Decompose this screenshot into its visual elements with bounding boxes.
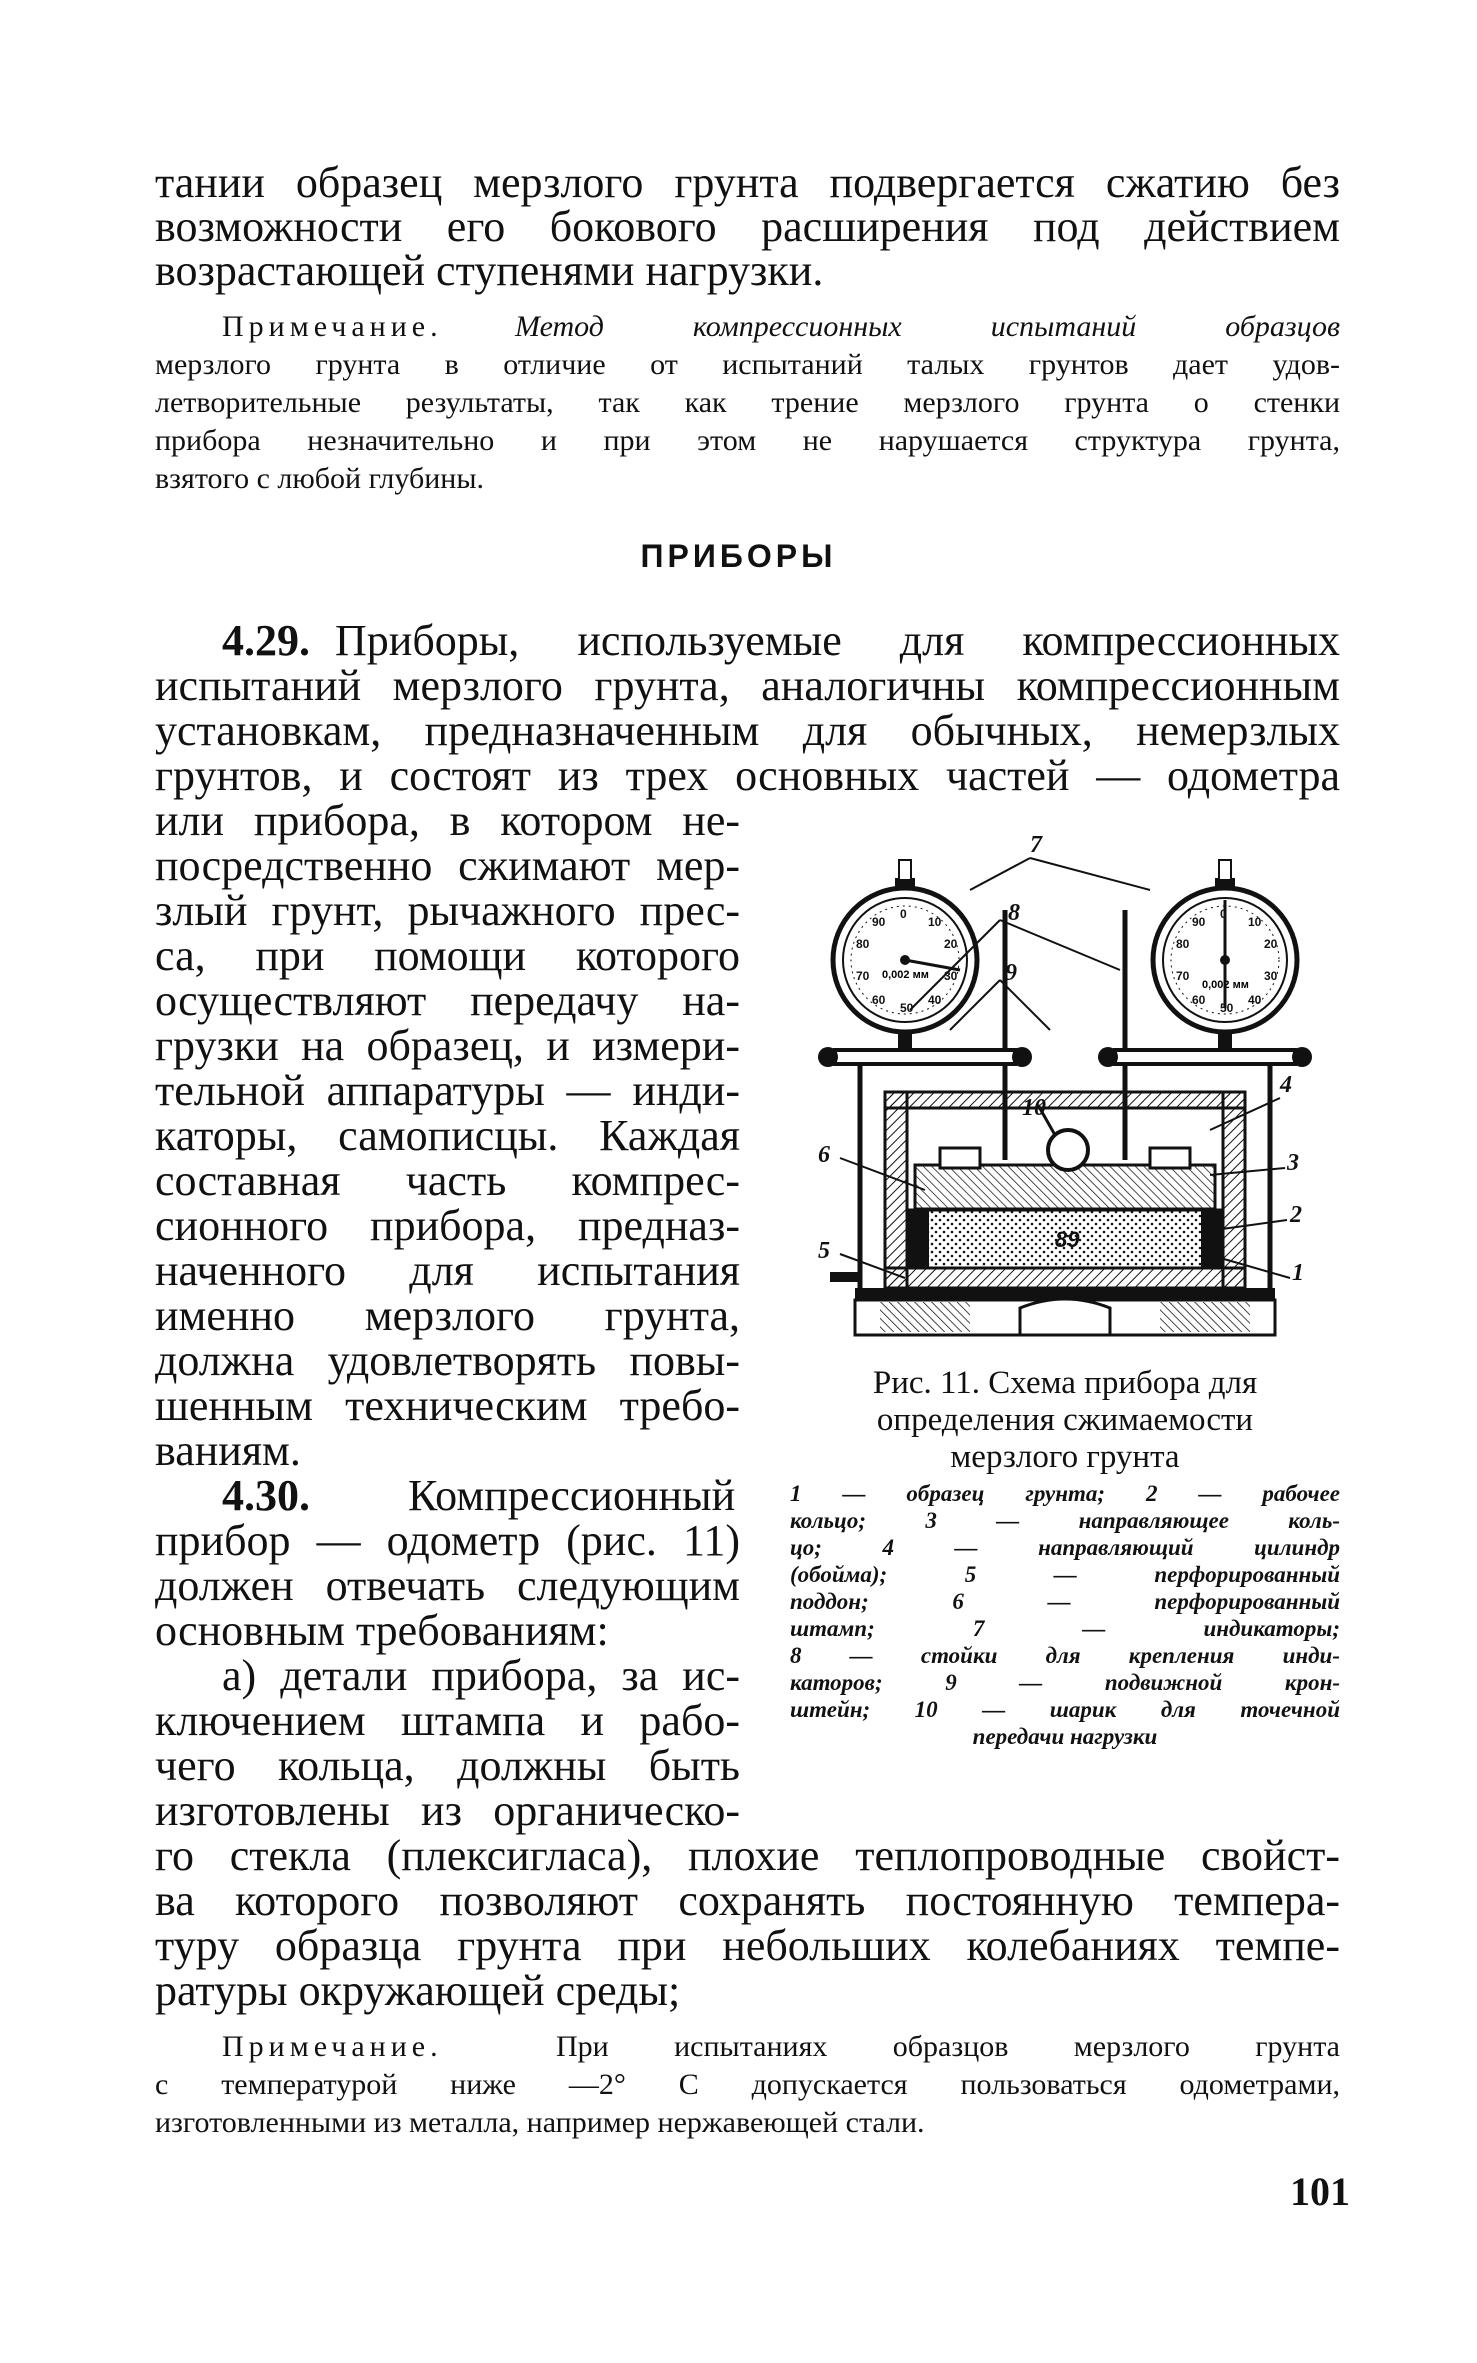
body-line: возможности его бокового расширения под действием — [155, 202, 1340, 251]
legend-line: штейн; 10 — шарик для точечной — [790, 1697, 1340, 1722]
body-line: чего кольца, должны быть — [155, 1741, 740, 1790]
note-line: прибора незначительно и при этом не нарушается структура грунта, — [155, 424, 1340, 457]
note-line: изготовленными из металла, например нержавеющей стали. — [155, 2106, 925, 2139]
body-line: прибор — одометр (рис. 11) — [155, 1516, 740, 1565]
callout-8: 8 — [1008, 900, 1020, 926]
body-line: грузки на образец, и измери- — [155, 1021, 740, 1070]
legend-line: штамп; 7 — индикаторы; — [790, 1616, 1340, 1641]
callout-2: 2 — [1290, 1202, 1302, 1228]
body-line: должен отвечать следующим — [155, 1561, 740, 1610]
body-line: или прибора, в котором не- — [155, 796, 740, 845]
body-line: ваниям. — [155, 1426, 301, 1475]
legend-line: кольцо; 3 — направляющее коль- — [790, 1508, 1340, 1533]
body-line: установкам, предназначенным для обычных, немерзлых — [155, 706, 1340, 755]
sample-mark: 89 — [1055, 1227, 1080, 1252]
body-line: должна удовлетворять повы- — [155, 1336, 740, 1385]
body-line: посредственно сжимают мер- — [155, 841, 740, 890]
figure-11 — [790, 830, 1340, 1350]
body-line: тании образец мерзлого грунта подвергается сжатию без — [155, 158, 1340, 207]
gauge-number: 20 — [1264, 937, 1278, 951]
body-line: го стекла (плексигласа), плохие теплопроводные свойст- — [155, 1831, 1340, 1880]
callout-5: 5 — [818, 1238, 830, 1264]
body-line: возрастающей ступенями нагрузки. — [155, 246, 824, 295]
para-number: 4.29. — [222, 616, 310, 665]
callout-3: 3 — [1287, 1150, 1299, 1176]
body-line: основным требованиям: — [155, 1606, 609, 1655]
callout-10: 10 — [1022, 1095, 1046, 1121]
note-label: Примечание. — [222, 310, 443, 343]
caption-line: определения сжимаемости — [876, 1402, 1254, 1438]
gauge-number: 80 — [1176, 937, 1190, 951]
body-line: сионного прибора, предназ- — [155, 1201, 740, 1250]
body-line: испытаний мерзлого грунта, аналогичны компрессионным — [155, 661, 1340, 710]
gauge-number: 40 — [1248, 993, 1262, 1007]
body-line: ратуры окружающей среды; — [155, 1966, 681, 2015]
body-line: туру образца грунта при небольших колебаниях темпе- — [155, 1921, 1340, 1970]
odometer-schematic — [790, 830, 1340, 1350]
left-indicator-gauge — [833, 860, 977, 1050]
gauge-number: 30 — [1264, 969, 1278, 983]
gauge-number: 60 — [872, 993, 886, 1007]
body-line: составная часть компрес- — [155, 1156, 740, 1205]
gauge-number: 50 — [900, 1001, 914, 1015]
gauge-number: 10 — [1248, 915, 1262, 929]
body-line: са, при помощи которого — [155, 931, 740, 980]
note-line: с температурой ниже —2° С допускается пользоваться одометрами, — [155, 2068, 1340, 2101]
gauge-number: 10 — [928, 915, 942, 929]
load-ball — [1048, 1130, 1088, 1170]
note-line: летворительные результаты, так как трение мерзлого грунта о стенки — [155, 386, 1340, 419]
callout-4: 4 — [1280, 1072, 1292, 1098]
gauge-number: 0 — [900, 907, 907, 921]
note-line: Метод компрессионных испытаний образцов — [515, 310, 1340, 343]
gauge-number: 80 — [856, 937, 870, 951]
body-line: ва которого позволяют сохранять постоянную темпера- — [155, 1876, 1340, 1925]
body-line: каторы, самописцы. Каждая — [155, 1111, 740, 1160]
body-line: Приборы, используемые для компрессионных — [335, 616, 1340, 665]
legend-line: поддон; 6 — перфорированный — [790, 1589, 1340, 1614]
legend-line: 8 — стойки для крепления инди- — [790, 1643, 1340, 1668]
legend-line: цо; 4 — направляющий цилиндр — [790, 1535, 1340, 1560]
body-line: осуществляют передачу на- — [155, 976, 740, 1025]
page-number: 101 — [1290, 2169, 1350, 2214]
movable-bracket — [818, 1047, 1312, 1067]
body-line: шенным техническим требо- — [155, 1381, 740, 1430]
figure-legend — [790, 1480, 1340, 1750]
gauge-scale-label: 0,002 мм — [1202, 979, 1249, 991]
gauge-number: 40 — [928, 993, 942, 1007]
body-line: тельной аппаратуры — инди- — [155, 1066, 740, 1115]
body-line: ключением штампа и рабо- — [155, 1696, 740, 1745]
body-line: именно мерзлого грунта, — [155, 1291, 740, 1340]
caption-line: Рис. 11. Схема прибора для — [872, 1365, 1258, 1401]
gauge-number: 50 — [1220, 1001, 1234, 1015]
callout-6: 6 — [818, 1142, 830, 1168]
para-number: 4.30. — [222, 1471, 310, 1520]
note-line: взятого с любой глубины. — [155, 462, 484, 495]
gauge-number: 60 — [1192, 993, 1206, 1007]
body-line: изготовлены из органическо- — [155, 1786, 740, 1835]
note-label: Примечание. — [222, 2030, 443, 2063]
gauge-number: 70 — [856, 969, 870, 983]
body-line: а) детали прибора, за ис- — [222, 1651, 740, 1700]
gauge-number: 90 — [1192, 915, 1206, 929]
body-line: наченного для испытания — [155, 1246, 740, 1295]
caption-line: мерзлого грунта — [950, 1439, 1180, 1475]
body-line: злый грунт, рычажного прес- — [155, 886, 740, 935]
body-line: грунтов, и состоят из трех основных частей — одометра — [155, 751, 1340, 800]
body-line: Компрессионный — [408, 1471, 736, 1520]
legend-line: передачи нагрузки — [972, 1724, 1158, 1749]
note-line: мерзлого грунта в отличие от испытаний талых грунтов дает удов- — [155, 348, 1340, 381]
gauge-number: 90 — [872, 915, 886, 929]
gauge-scale-label: 0,002 мм — [882, 969, 929, 981]
gauge-number: 70 — [1176, 969, 1190, 983]
perforated-base — [830, 1268, 1275, 1335]
figure-caption — [790, 1365, 1340, 1476]
gauge-number: 30 — [944, 969, 958, 983]
legend-line: 1 — образец грунта; 2 — рабочее — [790, 1481, 1340, 1506]
legend-line: каторов; 9 — подвижной крон- — [790, 1670, 1340, 1695]
note-line: При испытаниях образцов мерзлого грунта — [556, 2030, 1340, 2063]
legend-line: (обойма); 5 — перфорированный — [790, 1562, 1340, 1587]
callout-1: 1 — [1292, 1260, 1304, 1286]
right-indicator-gauge — [1153, 860, 1297, 1050]
callout-7: 7 — [1030, 832, 1042, 858]
callout-9: 9 — [1005, 960, 1017, 986]
gauge-number: 20 — [944, 937, 958, 951]
gauge-number: 0 — [1220, 907, 1227, 921]
section-heading: ПРИБОРЫ — [640, 538, 837, 574]
